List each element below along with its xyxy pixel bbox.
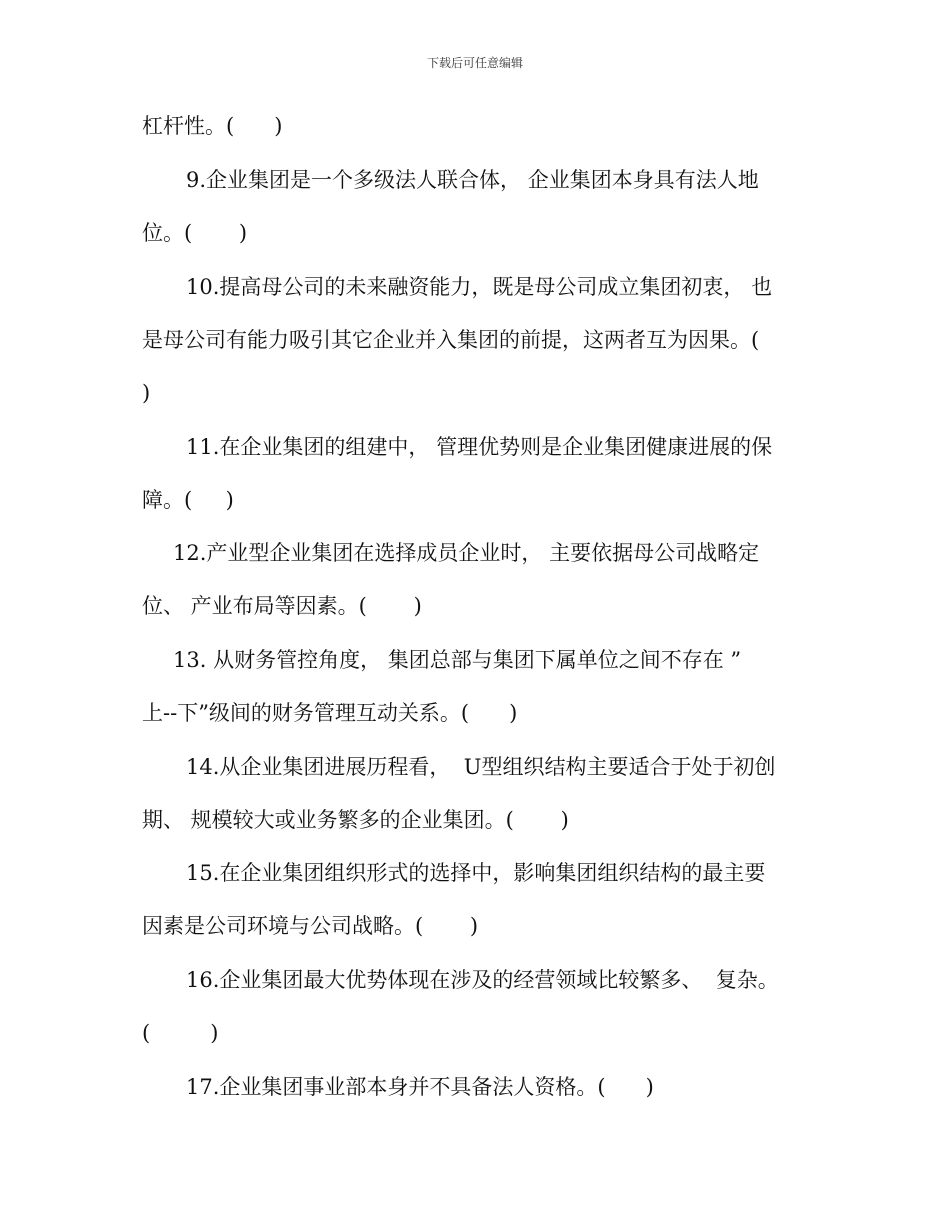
page-header: 下载后可任意编辑 — [426, 56, 523, 70]
question-16-line-1: 16.企业集团最大优势体现在涉及的经营领域比较繁多、 复杂。 — [186, 968, 779, 992]
question-9-line-2: 位。( ) — [142, 221, 248, 245]
question-16-line-2: ( ) — [142, 1021, 219, 1045]
question-13-line-2: 上--下”级间的财务管理互动关系。( ) — [142, 701, 518, 725]
question-15-line-2: 因素是公司环境与公司战略。( ) — [142, 914, 479, 938]
question-11-line-1: 11.在企业集团的组建中， 管理优势则是企业集团健康进展的保 — [186, 435, 773, 459]
question-13-line-1: 13. 从财务管控角度， 集团总部与集团下属单位之间不存在 ” — [173, 648, 742, 672]
question-12-line-2: 位、 产业布局等因素。( ) — [142, 594, 422, 618]
question-14-line-1: 14.从企业集团进展历程看， U型组织结构主要适合于处于初创 — [186, 755, 776, 779]
question-15-line-1: 15.在企业集团组织形式的选择中，影响集团组织结构的最主要 — [186, 861, 766, 885]
question-12-line-1: 12.产业型企业集团在选择成员企业时， 主要依据母公司战略定 — [173, 541, 760, 565]
question-14-line-2: 期、 规模较大或业务繁多的企业集团。( ) — [142, 808, 569, 832]
question-10-line-3: ) — [142, 381, 151, 405]
text-line-1: 杠杆性。( ) — [142, 114, 283, 138]
question-17-line-1: 17.企业集团事业部本身并不具备法人资格。( ) — [186, 1075, 654, 1099]
question-10-line-1: 10.提高母公司的未来融资能力，既是母公司成立集团初衷， 也 — [186, 275, 773, 299]
question-10-line-2: 是母公司有能力吸引其它企业并入集团的前提，这两者互为因果。( — [142, 328, 760, 352]
question-9-line-1: 9.企业集团是一个多级法人联合体， 企业集团本身具有法人地 — [186, 168, 759, 192]
question-11-line-2: 障。( ) — [142, 488, 234, 512]
